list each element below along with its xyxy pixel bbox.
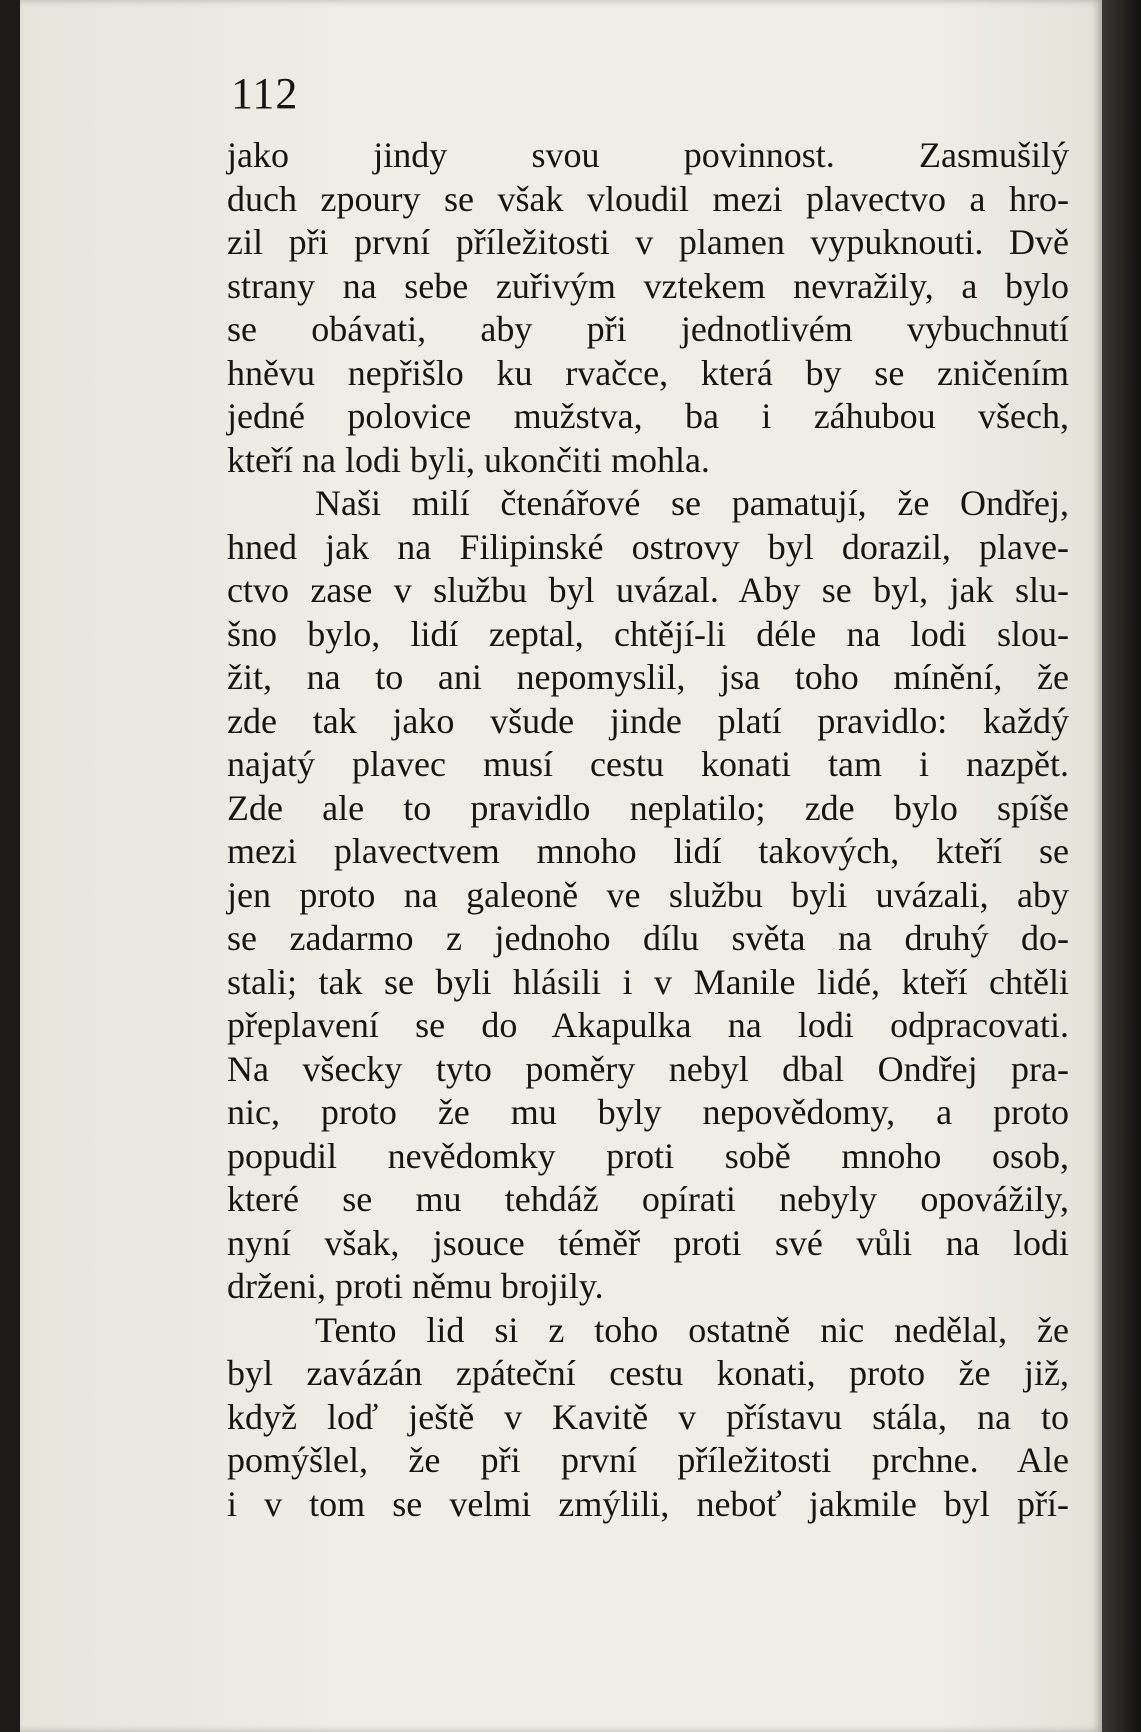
text-line: i v tom se velmi zmýlili, neboť jakmile byl pří- — [227, 1483, 1069, 1524]
text-line: hněvu nepřišlo ku rvačce, která by se zničením — [227, 352, 1069, 393]
text-line: Tento lid si z toho ostatně nic nedělal, že — [315, 1309, 1069, 1350]
text-line: kteří na lodi byli, ukončiti mohla. — [227, 439, 710, 480]
text-line: když loď ještě v Kavitě v přístavu stála, na to — [227, 1396, 1069, 1437]
text-line: stali; tak se byli hlásili i v Manile lidé, kteří chtěli — [227, 961, 1069, 1002]
text-line: přeplavení se do Akapulka na lodi odpracovati. — [227, 1005, 1069, 1045]
text-line: žit, na to ani nepomyslil, jsa toho mínění, že — [227, 657, 1069, 697]
text-line: nic, proto že mu byly nepovědomy, a proto — [227, 1092, 1069, 1132]
text-line: se obávati, aby při jednotlivém vybuchnutí — [227, 309, 1069, 349]
text-line: šno bylo, lidí zeptal, chtějí-li déle na lodi slou- — [227, 613, 1069, 654]
text-line: jen proto na galeoně ve službu byli uvázali, aby — [227, 874, 1069, 915]
text-line: zde tak jako všude jinde platí pravidlo: každý — [227, 700, 1069, 741]
text-line: pomýšlel, že při první příležitosti prchne. Ale — [227, 1440, 1069, 1480]
body-text — [227, 134, 1069, 1526]
book-spine-edge — [1102, 0, 1141, 1732]
text-line: Na všecky tyto poměry nebyl dbal Ondřej pra- — [227, 1048, 1069, 1089]
page-number: 112 — [231, 69, 299, 118]
text-line: jako jindy svou povinnost. Zasmušilý — [227, 135, 1069, 175]
text-line: najatý plavec musí cestu konati tam i nazpět. — [227, 744, 1069, 784]
text-line: Zde ale to pravidlo neplatilo; zde bylo spíše — [227, 787, 1069, 828]
text-line: byl zavázán zpáteční cestu konati, proto že již, — [227, 1353, 1069, 1393]
text-line: jedné polovice mužstva, ba i záhubou všech, — [227, 396, 1069, 436]
text-line: ctvo zase v službu byl uvázal. Aby se byl, jak slu- — [227, 570, 1069, 610]
text-line: Naši milí čtenářové se pamatují, že Ondřej, — [315, 483, 1069, 523]
text-line: které se mu tehdáž opírati nebyly opovážily, — [227, 1179, 1069, 1219]
book-page — [20, 0, 1102, 1732]
text-line: hned jak na Filipinské ostrovy byl dorazil, plave- — [227, 526, 1069, 567]
text-line: drženi, proti němu brojily. — [227, 1266, 604, 1306]
text-line: nyní však, jsouce téměř proti své vůli na lodi — [227, 1222, 1069, 1263]
text-line: mezi plavectvem mnoho lidí takových, kteří se — [227, 831, 1069, 871]
text-line: duch zpoury se však vloudil mezi plavectvo a hro- — [227, 178, 1069, 219]
text-line: se zadarmo z jednoho dílu světa na druhý do- — [227, 918, 1069, 958]
text-line: zil při první příležitosti v plamen vypuknouti. Dvě — [227, 222, 1069, 262]
text-line: popudil nevědomky proti sobě mnoho osob, — [227, 1135, 1069, 1176]
text-line: strany na sebe zuřivým vztekem nevražily, a bylo — [227, 265, 1069, 306]
